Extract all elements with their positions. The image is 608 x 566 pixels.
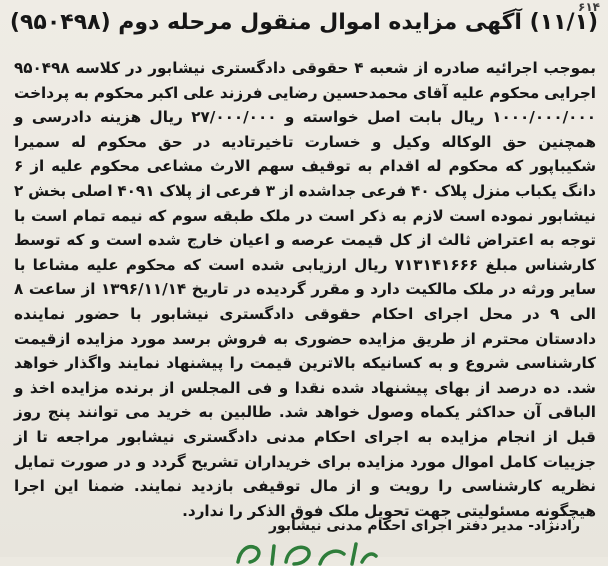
notice-body: بموجب اجرائیه صادره از شعبه ۴ حقوقی دادگستری نیشابور در کلاسه ۹۵۰۴۹۸ اجرایی محکوم علیه آقای محمدحسین رضایی فرزند علی اکبر محکوم به پرداخت ۱۰۰۰/۰۰۰/۰۰۰ ریال بابت اصل خواسته و ۲۷/۰۰۰/۰۰۰ ریال هزینه دادرسی و همچنین حق الوکاله وکیل و خسارت تاخیرتادیه در حق محکوم له سمیرا شکیباپور که محکوم له اقدام به توقیف سهم الارث مشاعی محکوم علیه از ۶ دانگ یکباب منزل پلاک ۴۰ فرعی جداشده از ۳ فرعی از پلاک ۴۰۹۱ اصلی بخش ۲ نیشابور نموده است لازم به ذکر است در ملک طبقه سوم که نیمه تمام است با توجه به اعتراض ثالث از کل قیمت عرصه و اعیان خارج شده است و که توسط کارشناس مبلغ ۷۱۳۱۴۱۶۶۶ ریال ارزیابی شده است که محکوم علیه مشاعا با سایر ورثه در ملک مالکیت دارد و مقرر گردیده در تاریخ ۱۳۹۶/۱۱/۱۴ از ساعت ۸ الی ۹ در محل اجرای احکام حقوقی دادگستری نیشابور با حضور نماینده دادستان محترم از طریق مزایده حضوری به فروش برسد مورد مزایده ازقیمت کارشناسی شروع و به کسانیکه بالاترین قیمت را پیشنهاد نمایند واگذار خواهد شد. ده درصد از بهای پیشنهاد شده نقدا و فی المجلس از برنده مزایده اخذ و الباقی آن حداکثر یکماه وصول خواهد شد. طالبین به خرید می توانند پنج روز قبل از انجام مزایده به اجرای احکام مدنی دادگستری نیشابور مراجعه تا از جزییات کامل اموال مورد مزایده برای خریداران تشریح گردد و در صورت تمایل نظریه کارشناسی را رویت و از مال توقیفی بازدید نمایند. ضمنا این اجرا هیچگونه مسئولیتی جهت تحویل ملک فوق الذکر را ندارد. bbox=[14, 59, 597, 520]
page-number: ۶۱۴ bbox=[578, 0, 600, 14]
stamp-stroke bbox=[272, 546, 274, 564]
stamp-stroke bbox=[320, 551, 344, 564]
stamp-stroke bbox=[352, 544, 356, 564]
stamp-stroke bbox=[362, 554, 376, 562]
notice-signature: رادنژاد- مدیر دفتر اجرای احکام مدنی نیشابور bbox=[268, 518, 580, 534]
stamp-stroke bbox=[286, 547, 309, 564]
stamp-stroke bbox=[238, 547, 259, 562]
handwritten-number-stamp bbox=[228, 526, 378, 566]
handwritten-stamp-drawing bbox=[228, 526, 378, 566]
notice-title: (۱۱/۱) آگهی مزایده اموال منقول مرحله دوم (۹۵۰۴۹۸) bbox=[9, 10, 599, 35]
